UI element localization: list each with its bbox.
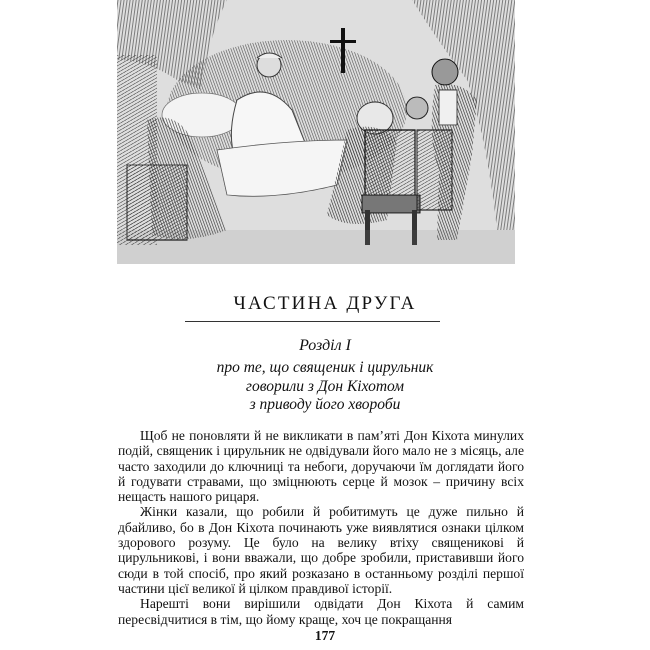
chapter-subtitle-line-1: про те, що священик і цирульник: [216, 359, 434, 376]
chapter-heading: [0, 336, 650, 415]
body-text: [118, 428, 524, 627]
chapter-subtitle-line-2: говорили з Дон Кіхотом: [245, 377, 405, 395]
title-divider: [185, 321, 440, 322]
paragraph: Нарешті вони вирішили одвідати Дон Кіхота й самим пересвідчитися в тім, що йому краще, хоч це покращання: [118, 596, 524, 627]
engraving-illustration: [117, 0, 515, 266]
chapter-number: Розділ I: [299, 337, 351, 354]
page-number: 177: [314, 628, 336, 643]
chapter-subtitle-line-3: з приводу його хвороби: [249, 396, 401, 413]
paragraph: Жінки казали, що робили й робитимуть це дуже пильно й дбайливо, бо в Дон Кіхота починають уже виявлятися ознаки цілком здорового розуму. Це було на велику втіху священикові й цирульникові, і вони вважали, що добре зробили, приставивши його сюди в той спосіб, про який розказано в останньому розділі першої частини цієї великої й цілком правдивої історії.: [118, 504, 524, 596]
engraving-icon: [117, 0, 515, 266]
paragraph: Щоб не поновляти й не викликати в пам’яті Дон Кіхота минулих подій, священик і цирульник не одвідували його мало не з місяць, але часто заходили до ключниці та небоги, доручаючи їм доглядати його й годувати стравами, що зміцнюють серце й мозок – причину всіх нещасть нашого рицаря.: [118, 428, 524, 505]
part-title: ЧАСТИНА ДРУГА: [233, 293, 417, 314]
